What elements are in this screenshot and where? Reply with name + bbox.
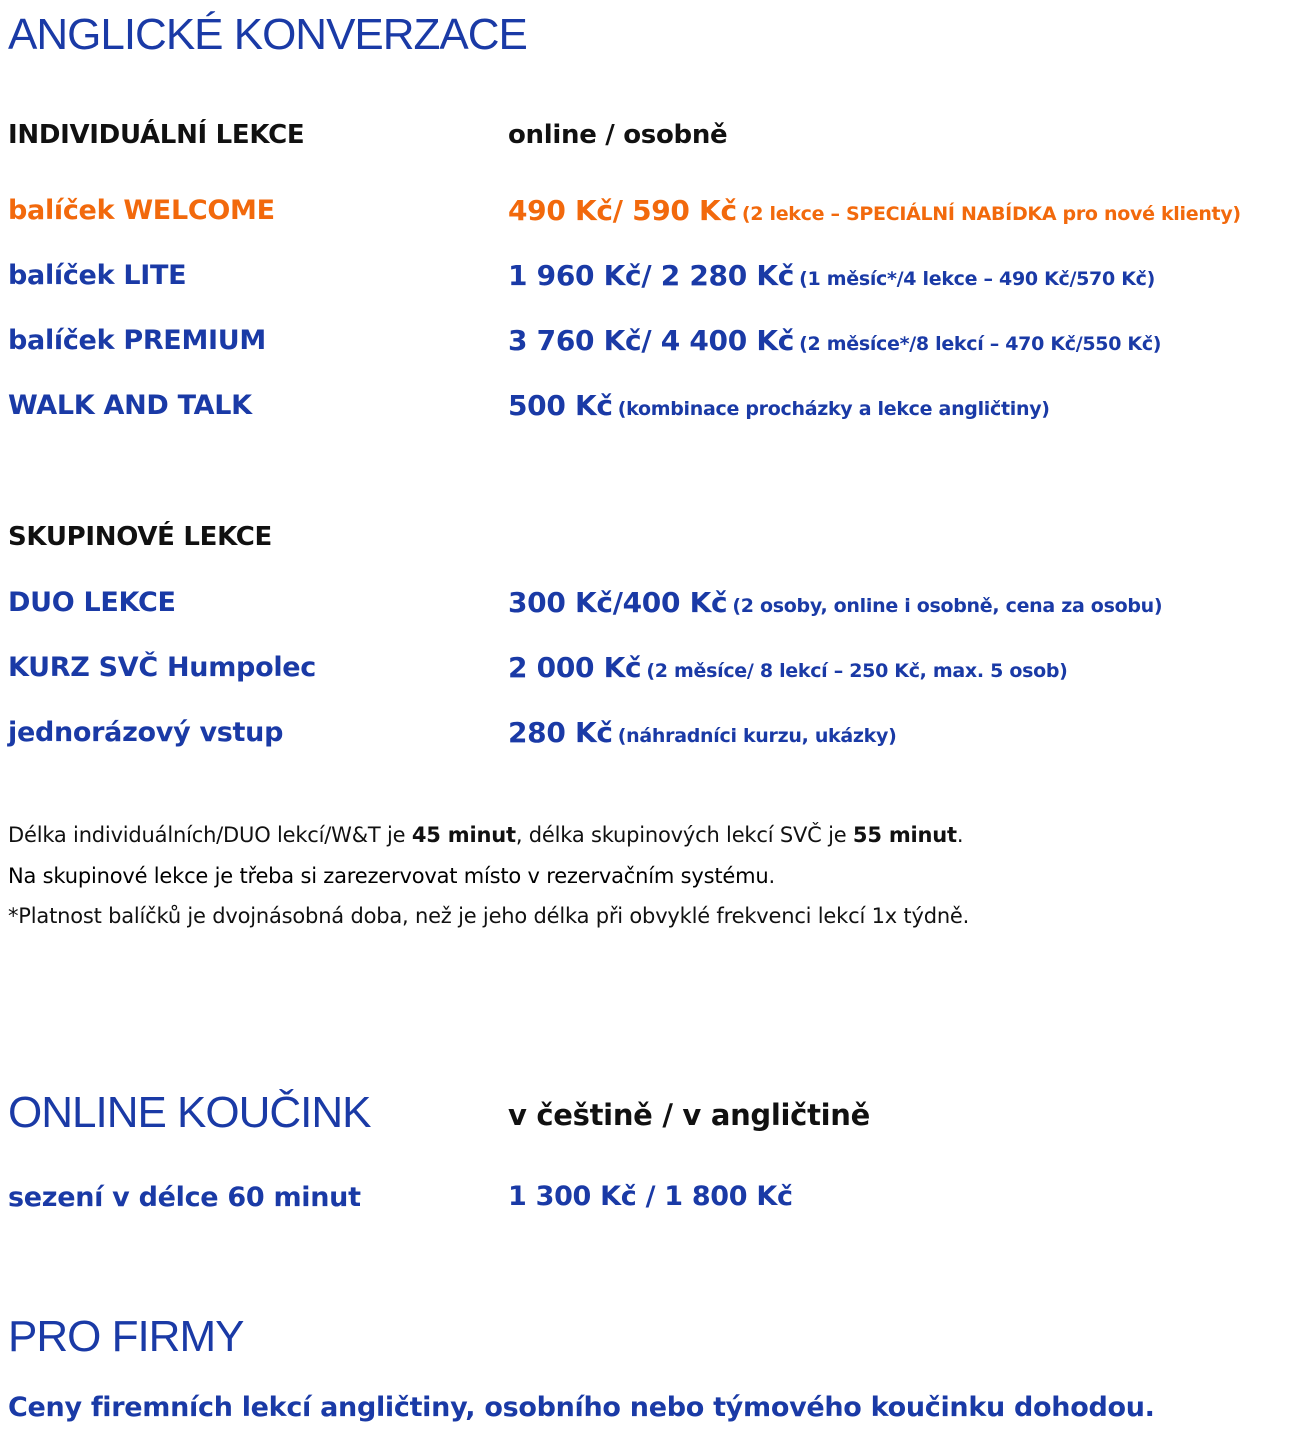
row-price-walk-and-talk [508,389,1050,422]
individual-mode: online / osobně [508,120,728,150]
price-duo: 300 Kč/400 Kč [508,586,728,619]
price-walk-and-talk: 500 Kč [508,389,613,422]
row-label-welcome: balíček WELCOME [8,195,275,226]
note-welcome: (2 lekce – SPECIÁLNÍ NABÍDKA pro nové klienty) [741,203,1241,225]
info-line-duration [8,823,963,847]
row-label-kurz-svc: KURZ SVČ Humpolec [8,652,316,683]
row-price-premium [508,324,1161,357]
note-lite: (1 měsíc*/4 lekce – 490 Kč/570 Kč) [799,268,1155,290]
row-label-premium: balíček PREMIUM [8,325,266,356]
row-price-duo [508,586,1162,619]
info-line-validity: *Platnost balíčků je dvojnásobná doba, než je jeho délka při obvyklé frekvenci lekcí 1x týdně. [8,904,970,928]
info-text: , délka skupinových lekcí SVČ je [515,823,853,847]
individual-heading: INDIVIDUÁLNÍ LEKCE [8,120,305,150]
price-lite: 1 960 Kč/ 2 280 Kč [508,259,795,292]
info-text: . [768,864,775,888]
info-duration-group: 55 minut [852,823,957,847]
info-text: . [956,823,964,847]
price-kurz-svc: 2 000 Kč [508,651,642,684]
koucink-session-label: sezení v délce 60 minut [8,1182,361,1213]
note-duo: (2 osoby, online i osobně, cena za osobu) [732,595,1163,617]
section-title-koucink: ONLINE KOUČINK [8,1088,371,1137]
row-price-jednorazovy [508,716,896,749]
section-title-konverzace: ANGLICKÉ KONVERZACE [8,10,527,59]
note-jednorazovy: (náhradníci kurzu, ukázky) [617,725,897,747]
group-heading: SKUPINOVÉ LEKCE [8,522,273,552]
section-title-firmy: PRO FIRMY [8,1312,244,1361]
info-duration-individual: 45 minut [411,823,516,847]
price-welcome: 490 Kč/ 590 Kč [508,194,737,227]
row-label-jednorazovy: jednorázový vstup [8,717,284,748]
row-label-walk-and-talk: WALK AND TALK [8,390,252,421]
note-walk-and-talk: (kombinace procházky a lekce angličtiny) [617,398,1050,420]
row-price-kurz-svc [508,651,1068,684]
koucink-session-price: 1 300 Kč / 1 800 Kč [508,1181,793,1212]
row-price-welcome [508,194,1241,227]
firmy-text: Ceny firemních lekcí angličtiny, osobního nebo týmového koučinku dohodou. [8,1392,1155,1423]
row-price-lite [508,259,1155,292]
info-text: Délka individuálních/DUO lekcí/W&T je [8,823,412,847]
price-premium: 3 760 Kč/ 4 400 Kč [508,324,795,357]
note-premium: (2 měsíce*/8 lekcí – 470 Kč/550 Kč) [799,333,1162,355]
info-line-reservation [8,864,775,888]
price-jednorazovy: 280 Kč [508,716,613,749]
row-label-lite: balíček LITE [8,260,187,291]
info-reservation-text: Na skupinové lekce je třeba si zarezervovat místo v rezervačním systému [8,864,769,888]
row-label-duo: DUO LEKCE [8,587,176,618]
note-kurz-svc: (2 měsíce/ 8 lekcí – 250 Kč, max. 5 osob) [646,660,1068,682]
koucink-languages: v češtině / v angličtině [508,1098,870,1132]
